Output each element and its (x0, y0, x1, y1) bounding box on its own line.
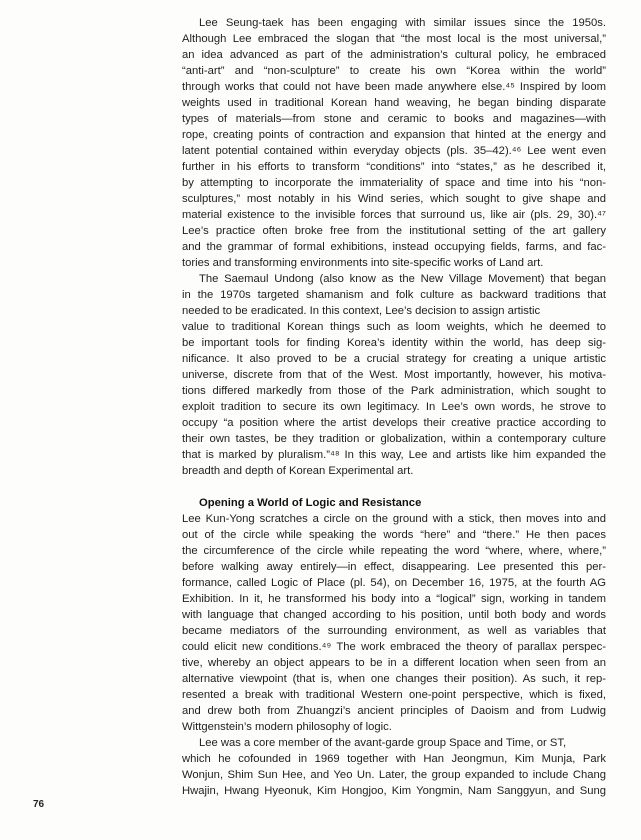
text-line: and drew both from Zhuangzi’s ancient principles of Daoism and from Ludwig (182, 705, 606, 717)
text-line: in the 1970s targeted shamanism and folk culture as backward traditions that (182, 289, 606, 301)
paragraph (182, 271, 606, 479)
text-line: needed to be eradicated. In this context, Lee’s decision to assign artistic (182, 305, 541, 317)
text-line: be important tools for finding Korea’s identity within the world, has deep sig- (182, 337, 606, 349)
text-line: before walking away entirely—in effect, disappearing. Lee presented this per- (182, 561, 606, 573)
section-heading: Opening a World of Logic and Resistance (199, 497, 422, 509)
text-line: tories and transforming environments into site-specific works of Land art. (182, 257, 544, 269)
text-line: became mediators of the surrounding environment, as well as variables that (182, 625, 606, 637)
text-line: occupy “a position where the artist develops their creative practice according to (182, 417, 606, 429)
text-line: rope, creating points of contraction and expansion that hinted at the energy and (182, 129, 606, 141)
paragraph (182, 511, 606, 735)
text-line: further in his efforts to transform “conditions” into “states,” as he described it, (182, 161, 606, 173)
text-line: value to traditional Korean things such as loom weights, which he deemed to (182, 321, 606, 333)
text-line: exploit tradition to secure its own legitimacy. In Lee’s own words, he strove to (182, 401, 606, 413)
text-line: tive, whereby an object appears to be in a different location when seen from an (182, 657, 606, 669)
text-line: Wittgenstein’s modern philosophy of logic. (182, 721, 392, 733)
section-spacer (182, 479, 606, 495)
text-line: types of materials—from stone and ceramic to books and magazines—with (182, 113, 606, 125)
text-line: their own tastes, be they tradition or globalization, within a contemporary culture (182, 433, 606, 445)
text-line: which he cofounded in 1969 together with Han Jeongmun, Kim Munja, Park (182, 753, 606, 765)
text-line: through works that could not have been made anywhere else.⁴⁵ Inspired by loom (182, 81, 606, 93)
text-line: Lee was a core member of the avant-garde group Space and Time, or ST, (199, 737, 567, 749)
page-number: 76 (33, 799, 45, 810)
text-line: material existence to the invisible forces that surround us, like air (pls. 29, 30).⁴⁷ (182, 209, 606, 221)
paragraph (182, 735, 606, 799)
text-line: formance, called Logic of Place (pl. 54), on December 16, 1975, at the fourth AG (182, 577, 606, 589)
text-line: weights used in traditional Korean hand weaving, he began binding disparate (182, 97, 606, 109)
text-line: latent potential contained within everyday objects (pls. 35–42).⁴⁶ Lee went even (182, 145, 606, 157)
text-line: tions differed markedly from those of the Park administration, which sought to (182, 385, 606, 397)
text-line: Lee’s practice often broke free from the institutional setting of the art gallery (182, 225, 606, 237)
text-line: resented a break with traditional Western one-point perspective, which is fixed, (182, 689, 606, 701)
text-line: the circumference of the circle while repeating the word “where, where, where,” (182, 545, 606, 557)
text-line: could elicit new conditions.⁴⁹ The work embraced the theory of parallax perspec- (182, 641, 606, 653)
text-line: The Saemaul Undong (also know as the New Village Movement) that began (199, 273, 606, 285)
text-line: Lee Seung-taek has been engaging with similar issues since the 1950s. (199, 17, 606, 29)
text-line: out of the circle while speaking the words “here” and “there.” He then paces (182, 529, 606, 541)
text-line: with language that changed according to his position, until both body and words (182, 609, 606, 621)
text-line: Exhibition. In it, he transformed his body into a “logical” sign, working in tandem (182, 593, 606, 605)
text-line: “anti-art” and “non-sculpture” to create his own “Korea within the world” (182, 65, 606, 77)
text-line: breadth and depth of Korean Experimental art. (182, 465, 414, 477)
text-line: by attempting to incorporate the immateriality of space and time into his “non- (182, 177, 606, 189)
text-line: universe, discrete from that of the West. Most importantly, however, his motiva- (182, 369, 606, 381)
text-line: and the grammar of formal exhibitions, instead occupying fields, farms, and fac- (182, 241, 606, 253)
text-line: an idea advanced as part of the administration’s cultural policy, he embraced (182, 49, 606, 61)
text-line: alternative viewpoint (that is, when one changes their position). As such, it rep- (182, 673, 606, 685)
text-line: that is marked by pluralism.”⁴⁸ In this way, Lee and artists like him expanded the (182, 449, 606, 461)
text-line: Although Lee embraced the slogan that “the most local is the most universal,” (182, 33, 606, 45)
text-line: Wonjun, Shim Sun Hee, and Yeo Un. Later, the group expanded to include Chang (182, 769, 606, 781)
text-line: Hwajin, Hwang Hyeonuk, Kim Hongjoo, Kim Yongmin, Nam Sanggyun, and Sung (182, 785, 606, 797)
text-line: sculptures,” most notably in his Wind series, which sought to give shape and (182, 193, 606, 205)
text-line: Lee Kun-Yong scratches a circle on the ground with a stick, then moves into and (182, 513, 606, 525)
text-column (182, 15, 606, 799)
text-line: nificance. It also proved to be a crucial strategy for creating a unique artistic (182, 353, 606, 365)
paragraph (182, 15, 606, 271)
